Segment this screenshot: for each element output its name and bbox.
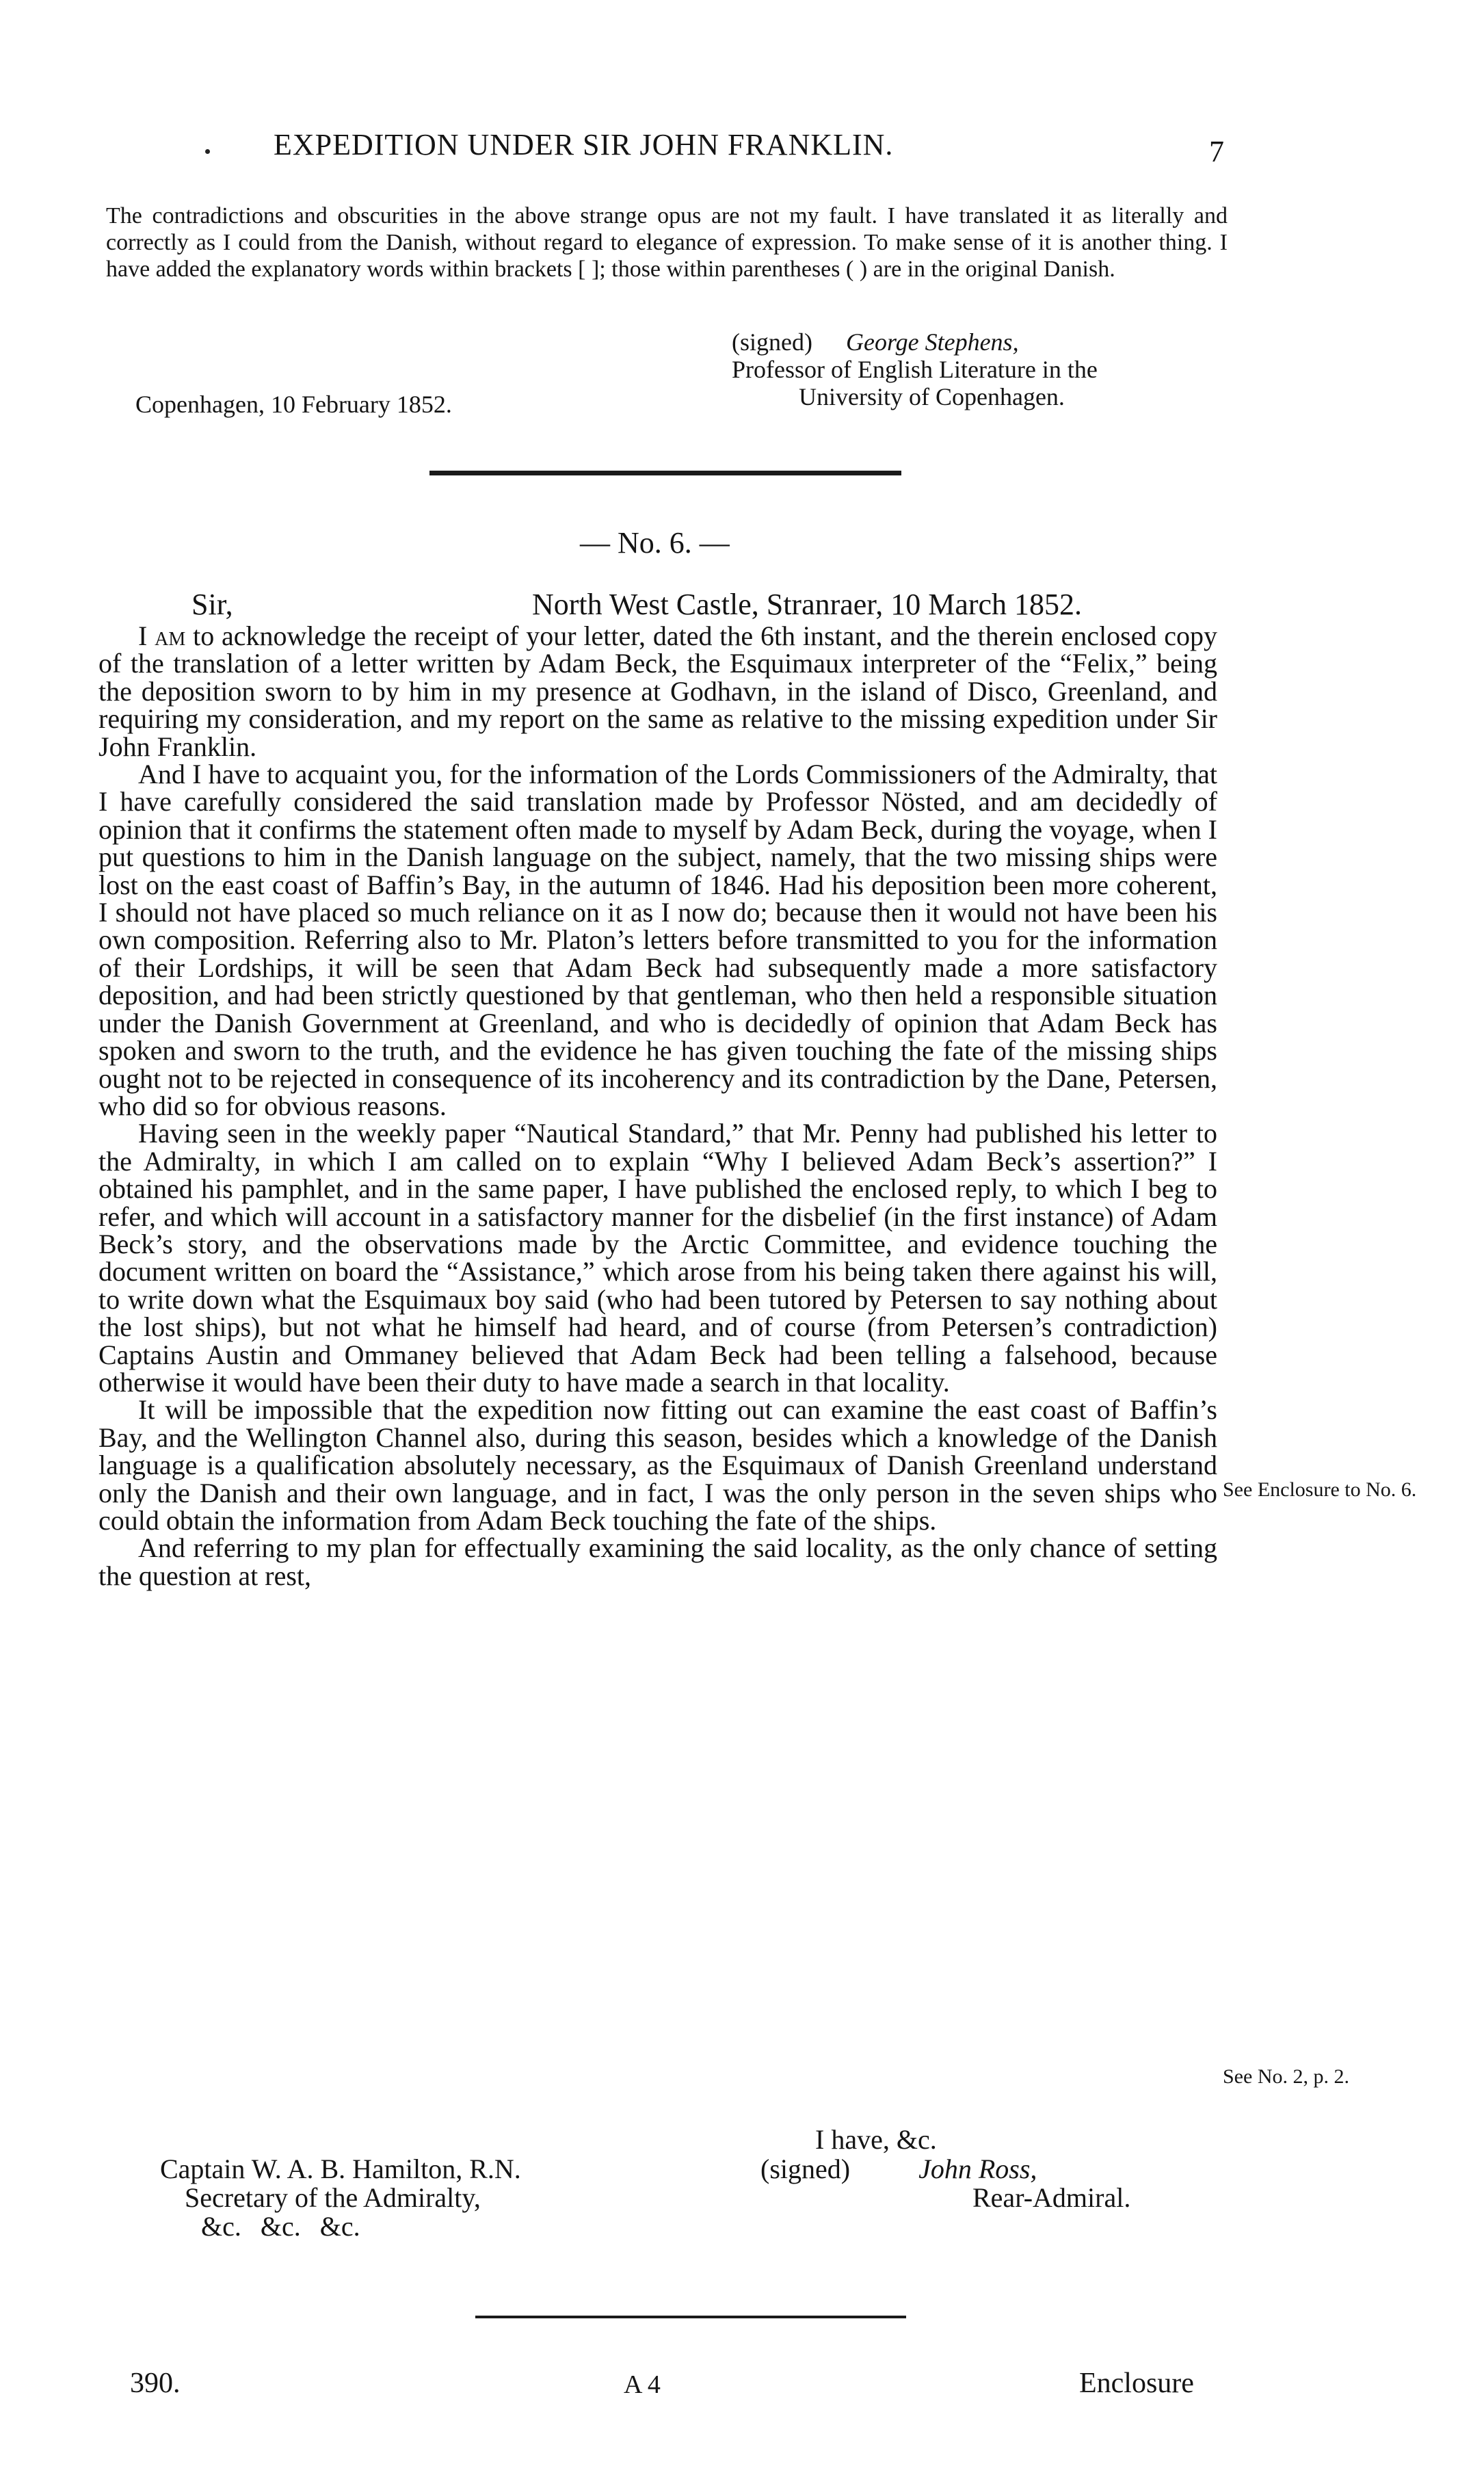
addressee-line3: &c. &c. &c. — [201, 2211, 360, 2242]
translator-dateline: Copenhagen, 10 February 1852. — [135, 391, 452, 418]
letter-dateline: North West Castle, Stranraer, 10 March 1852. — [532, 588, 1083, 621]
signer-rank: Rear-Admiral. — [972, 2182, 1131, 2213]
footer-signature-mark: A 4 — [624, 2370, 661, 2399]
translator-signature — [732, 328, 1098, 410]
paragraph-text: to acknowledge the receipt of your letter, dated the 6th instant, and the therein enclosed copy of the translation of a letter written by Adam Beck, the Esquimaux interpreter of the “Felix,” being the deposition sworn to by him in my presence at Godhavn, in the island of Disco, Greenland, and requiring my consideration, and my report on the same as relative to the missing expedition under Sir John Franklin. — [98, 620, 1217, 762]
signer-name: John Ross, — [918, 2153, 1037, 2184]
letter-closing: I have, &c. — [815, 2124, 937, 2155]
translator-role-line2: University of Copenhagen. — [799, 383, 1065, 410]
translator-role-line1: Professor of English Literature in the — [732, 356, 1098, 383]
letter-paragraph-4: It will be impossible that the expedition now fitting out can examine the east coast of Baffin’s Bay, and the Wellington Channel also, during this season, besides which a knowledge of the Danish language is a qualification absolutely necessary, as the Esquimaux of Danish Greenland understand only the Danish and their own language, and in fact, I was the only person in the seven ships who could obtain the information from Adam Beck touching the fate of the ships. — [98, 1394, 1217, 1536]
margin-note-enclosure: See Enclosure to No. 6. — [1223, 1478, 1417, 1501]
addressee-line1: Captain W. A. B. Hamilton, R.N. — [160, 2153, 521, 2184]
letter-paragraph-3: Having seen in the weekly paper “Nautical Standard,” that Mr. Penny had published his letter to the Admiralty, in which I am called on to explain “Why I believed Adam Beck’s assertion?” I obtained his pamphlet, and in the same paper, I have published the enclosed reply, to which I beg to refer, and which will account in a satisfactory manner for the disbelief (in the first instance) of Adam Beck’s story, and the observations made by the Arctic Committee, and evidence touching the document written on board the “Assistance,” which arose from his being taken there against his will, to write down what the Esquimaux boy said (who had been tutored by Petersen to say nothing about the lost ships), but not what he himself had heard, and of course (from Petersen’s contradiction) Captains Austin and Ommaney believed that Adam Beck had been telling a falsehood, because otherwise it would have been their duty to have made a search in that locality. — [98, 1118, 1217, 1398]
letter-paragraph-5: And referring to my plan for effectually examining the said locality, as the only chance of setting the question at rest, — [98, 1532, 1217, 1591]
footer-divider — [475, 2316, 906, 2318]
running-header-title: EXPEDITION UNDER SIR JOHN FRANKLIN. — [274, 128, 894, 161]
signed-label: (signed) — [760, 2153, 851, 2184]
page-number: 7 — [1209, 135, 1224, 168]
translator-name: George Stephens, — [845, 328, 1019, 356]
section-divider — [429, 471, 901, 475]
letter-paragraph-2: And I have to acquaint you, for the information of the Lords Commissioners of the Admiralty, that I have carefully considered the said translation made by Professor Nösted, and am decidedly of opinion that it confirms the statement often made to myself by Adam Beck, during the voyage, when I put questions to him in the Danish language on the subject, namely, that the two missing ships were lost on the east coast of Baffin’s Bay, in the autumn of 1846. Had his deposition been more coherent, I should not have placed so much reliance on it as I now do; because then it would not have been his own composition. Referring also to Mr. Platon’s letters before transmitted to you for the information of their Lordships, it will be seen that Adam Beck had subsequently made a more satisfactory deposition, and had been strictly questioned by that gentleman, who then held a responsible situation under the Danish Government at Greenland, and who is decidedly of opinion that Adam Beck has spoken and sworn to the truth, and the evidence he has given touching the fate of the missing ships ought not to be rejected in consequence of its incoherency and its contradiction by the Dane, Petersen, who did so for obvious reasons. — [98, 759, 1217, 1121]
letter-signature — [760, 2155, 1130, 2212]
decorative-dot — [205, 149, 210, 154]
margin-note-reference: See No. 2, p. 2. — [1223, 2065, 1349, 2088]
footer-catchword: Enclosure — [1079, 2368, 1194, 2399]
addressee-line2: Secretary of the Admiralty, — [185, 2182, 481, 2213]
addressee-block — [160, 2155, 521, 2241]
letter-paragraph-1 — [98, 620, 1217, 762]
document-number: — No. 6. — — [580, 526, 730, 560]
translator-note: The contradictions and obscurities in the above strange opus are not my fault. I have translated it as literally and correctly as I could from the Danish, without regard to elegance of expression. To make sense of it is another thing. I have added the explanatory words within brackets [ ]; those within parentheses ( ) are in the original Danish. — [106, 203, 1228, 282]
footer-number: 390. — [130, 2368, 181, 2399]
paragraph-lead-in: I am — [138, 620, 186, 651]
letter-body — [98, 620, 1217, 1591]
signed-label: (signed) — [732, 328, 812, 356]
letter-salutation: Sir, — [191, 588, 233, 621]
